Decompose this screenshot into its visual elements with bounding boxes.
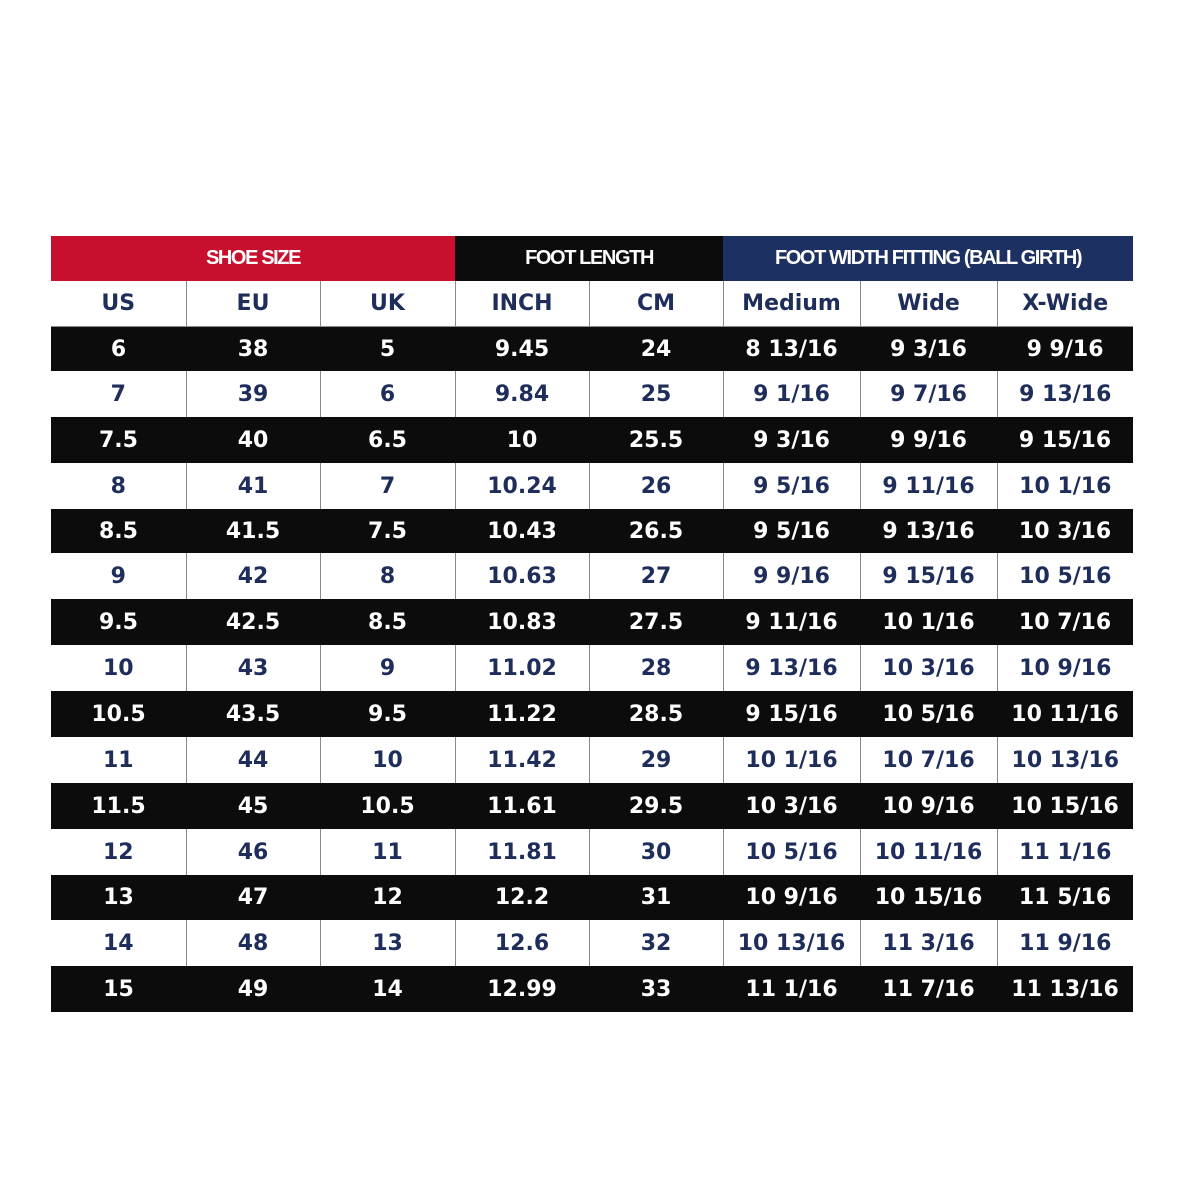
cell-uk: 12: [320, 875, 455, 920]
cell-wide: 10 5/16: [860, 691, 997, 737]
cell-medium: 10 9/16: [723, 875, 860, 920]
cell-wide: 10 15/16: [860, 875, 997, 920]
cell-us: 7.5: [51, 417, 186, 463]
cell-us: 15: [51, 966, 186, 1012]
column-header-us: US: [51, 281, 186, 327]
cell-inch: 12.6: [455, 920, 589, 966]
cell-wide: 10 3/16: [860, 645, 997, 691]
table-row: [51, 509, 1133, 553]
table-row: [51, 783, 1133, 829]
cell-cm: 32: [589, 920, 723, 966]
cell-uk: 14: [320, 966, 455, 1012]
cell-inch: 11.61: [455, 783, 589, 829]
cell-eu: 47: [186, 875, 320, 920]
foot-length-group-header: FOOT LENGTH: [455, 236, 723, 281]
cell-medium: 9 9/16: [723, 553, 860, 599]
cell-uk: 9: [320, 645, 455, 691]
cell-wide: 11 7/16: [860, 966, 997, 1012]
cell-eu: 39: [186, 371, 320, 417]
shoe-size-group-header: SHOE SIZE: [51, 236, 455, 281]
cell-wide: 9 3/16: [860, 327, 997, 372]
cell-inch: 12.2: [455, 875, 589, 920]
cell-inch: 10.63: [455, 553, 589, 599]
cell-cm: 28.5: [589, 691, 723, 737]
cell-cm: 29: [589, 737, 723, 783]
cell-us: 11.5: [51, 783, 186, 829]
cell-wide: 10 1/16: [860, 599, 997, 645]
cell-inch: 11.22: [455, 691, 589, 737]
cell-x-wide: 9 15/16: [997, 417, 1133, 463]
cell-wide: 9 13/16: [860, 509, 997, 553]
cell-wide: 10 11/16: [860, 829, 997, 875]
table-row: [51, 599, 1133, 645]
cell-us: 12: [51, 829, 186, 875]
cell-uk: 13: [320, 920, 455, 966]
cell-eu: 49: [186, 966, 320, 1012]
cell-inch: 11.81: [455, 829, 589, 875]
cell-inch: 11.42: [455, 737, 589, 783]
cell-eu: 43: [186, 645, 320, 691]
cell-us: 9.5: [51, 599, 186, 645]
cell-wide: 10 9/16: [860, 783, 997, 829]
table-row: [51, 920, 1133, 966]
cell-us: 8: [51, 463, 186, 509]
cell-cm: 31: [589, 875, 723, 920]
table-row: [51, 875, 1133, 920]
column-header-wide: Wide: [860, 281, 997, 327]
table-row: [51, 645, 1133, 691]
cell-wide: 9 15/16: [860, 553, 997, 599]
cell-us: 10.5: [51, 691, 186, 737]
table-row: [51, 371, 1133, 417]
cell-medium: 8 13/16: [723, 327, 860, 372]
cell-inch: 10: [455, 417, 589, 463]
cell-uk: 10: [320, 737, 455, 783]
cell-cm: 25: [589, 371, 723, 417]
cell-wide: 11 3/16: [860, 920, 997, 966]
cell-cm: 33: [589, 966, 723, 1012]
cell-cm: 27.5: [589, 599, 723, 645]
cell-medium: 9 15/16: [723, 691, 860, 737]
cell-medium: 10 3/16: [723, 783, 860, 829]
table-row: [51, 463, 1133, 509]
cell-medium: 9 11/16: [723, 599, 860, 645]
cell-uk: 6: [320, 371, 455, 417]
cell-wide: 9 7/16: [860, 371, 997, 417]
table-row: [51, 737, 1133, 783]
cell-eu: 45: [186, 783, 320, 829]
cell-eu: 38: [186, 327, 320, 372]
table-row: [51, 553, 1133, 599]
cell-uk: 9.5: [320, 691, 455, 737]
cell-x-wide: 11 1/16: [997, 829, 1133, 875]
cell-cm: 30: [589, 829, 723, 875]
cell-inch: 10.43: [455, 509, 589, 553]
cell-eu: 40: [186, 417, 320, 463]
cell-inch: 12.99: [455, 966, 589, 1012]
cell-cm: 24: [589, 327, 723, 372]
cell-uk: 8: [320, 553, 455, 599]
cell-uk: 7.5: [320, 509, 455, 553]
cell-x-wide: 10 13/16: [997, 737, 1133, 783]
cell-x-wide: 10 3/16: [997, 509, 1133, 553]
column-header-uk: UK: [320, 281, 455, 327]
cell-medium: 10 13/16: [723, 920, 860, 966]
cell-x-wide: 9 9/16: [997, 327, 1133, 372]
cell-us: 13: [51, 875, 186, 920]
column-header-x-wide: X-Wide: [997, 281, 1133, 327]
cell-eu: 41.5: [186, 509, 320, 553]
cell-medium: 10 1/16: [723, 737, 860, 783]
column-header-row: [51, 281, 1133, 327]
cell-x-wide: 10 5/16: [997, 553, 1133, 599]
cell-uk: 7: [320, 463, 455, 509]
cell-cm: 29.5: [589, 783, 723, 829]
cell-x-wide: 10 7/16: [997, 599, 1133, 645]
cell-medium: 9 1/16: [723, 371, 860, 417]
cell-us: 14: [51, 920, 186, 966]
table-row: [51, 966, 1133, 1012]
size-chart-table: [51, 236, 1133, 1012]
cell-eu: 42.5: [186, 599, 320, 645]
cell-x-wide: 9 13/16: [997, 371, 1133, 417]
cell-medium: 9 5/16: [723, 463, 860, 509]
cell-inch: 9.45: [455, 327, 589, 372]
cell-inch: 10.83: [455, 599, 589, 645]
cell-uk: 11: [320, 829, 455, 875]
cell-cm: 26.5: [589, 509, 723, 553]
cell-medium: 10 5/16: [723, 829, 860, 875]
cell-eu: 42: [186, 553, 320, 599]
column-header-medium: Medium: [723, 281, 860, 327]
cell-wide: 10 7/16: [860, 737, 997, 783]
cell-uk: 6.5: [320, 417, 455, 463]
cell-cm: 28: [589, 645, 723, 691]
cell-x-wide: 11 5/16: [997, 875, 1133, 920]
table-row: [51, 417, 1133, 463]
cell-eu: 41: [186, 463, 320, 509]
cell-us: 11: [51, 737, 186, 783]
column-header-cm: CM: [589, 281, 723, 327]
foot-width-group-header: FOOT WIDTH FITTING (BALL GIRTH): [723, 236, 1133, 281]
cell-eu: 43.5: [186, 691, 320, 737]
cell-us: 8.5: [51, 509, 186, 553]
cell-uk: 8.5: [320, 599, 455, 645]
cell-inch: 10.24: [455, 463, 589, 509]
cell-medium: 9 13/16: [723, 645, 860, 691]
cell-x-wide: 10 9/16: [997, 645, 1133, 691]
cell-x-wide: 10 15/16: [997, 783, 1133, 829]
column-header-inch: INCH: [455, 281, 589, 327]
cell-cm: 27: [589, 553, 723, 599]
cell-uk: 10.5: [320, 783, 455, 829]
cell-inch: 9.84: [455, 371, 589, 417]
cell-us: 7: [51, 371, 186, 417]
cell-uk: 5: [320, 327, 455, 372]
cell-medium: 11 1/16: [723, 966, 860, 1012]
size-chart-body: [51, 327, 1133, 1013]
table-row: [51, 691, 1133, 737]
cell-wide: 9 11/16: [860, 463, 997, 509]
group-header-row: [51, 236, 1133, 281]
cell-medium: 9 5/16: [723, 509, 860, 553]
cell-x-wide: 10 11/16: [997, 691, 1133, 737]
cell-cm: 25.5: [589, 417, 723, 463]
table-row: [51, 829, 1133, 875]
cell-x-wide: 11 13/16: [997, 966, 1133, 1012]
cell-x-wide: 10 1/16: [997, 463, 1133, 509]
cell-cm: 26: [589, 463, 723, 509]
cell-eu: 48: [186, 920, 320, 966]
column-header-eu: EU: [186, 281, 320, 327]
cell-us: 6: [51, 327, 186, 372]
cell-inch: 11.02: [455, 645, 589, 691]
table-row: [51, 327, 1133, 372]
cell-us: 9: [51, 553, 186, 599]
cell-eu: 46: [186, 829, 320, 875]
cell-wide: 9 9/16: [860, 417, 997, 463]
cell-medium: 9 3/16: [723, 417, 860, 463]
cell-eu: 44: [186, 737, 320, 783]
cell-us: 10: [51, 645, 186, 691]
cell-x-wide: 11 9/16: [997, 920, 1133, 966]
